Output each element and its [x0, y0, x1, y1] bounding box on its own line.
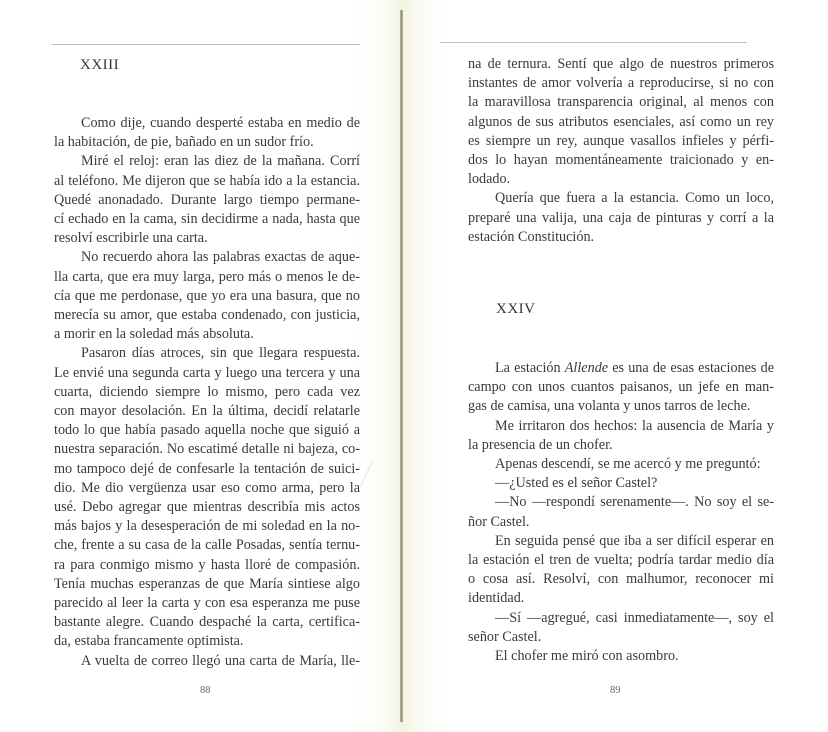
text-line: na de ternura. Sentí que algo de nuestros primeros: [468, 56, 774, 72]
text-line: nuestra separación. No escatimé detalle ni bajeza, co-: [54, 441, 360, 458]
text-line: gas de camisa, una volanta y unos tarros de leche.: [468, 398, 751, 415]
text-line: la maravillosa transparencia original, al menos con: [468, 94, 774, 111]
text-line: la habitación, de pie, bañado en un sudor frío.: [54, 134, 314, 151]
text-line: Quería que fuera a la estancia. Como un loco,: [495, 190, 774, 207]
left-page: [0, 0, 402, 732]
text-line: la estación el tren de vuelta; podría tardar medio día: [468, 552, 774, 569]
text-line: señor Castel.: [468, 628, 542, 645]
text-line: cuarta, diciendo siempre lo mismo, pero cada vez: [54, 383, 360, 400]
body-text: [54, 114, 360, 671]
text-line: cí echado en la cama, sin decidirme a nada, hasta que: [54, 211, 360, 228]
text-line: al teléfono. Me dijeron que se había ido a la estancia.: [54, 172, 360, 189]
chapter-heading: XXIII: [80, 57, 120, 73]
text-line: La estación Allende es una de esas estaciones de: [495, 360, 774, 376]
text-line: ra para conmigo mismo y hasta lloré de compasión.: [54, 556, 360, 573]
text-line: identidad.: [468, 590, 525, 607]
text-line: algunos de sus atributos esenciales, así como un rey: [468, 113, 774, 130]
text-line: todo lo que había pasado aquella noche que siguió a: [54, 422, 360, 439]
text-line: En seguida pensé que iba a ser difícil esperar en: [495, 532, 774, 549]
text-line: a morir en la soledad más absoluta.: [54, 326, 254, 343]
text-line: Apenas descendí, se me acercó y me preguntó:: [495, 456, 761, 473]
text-line: usé. Debo agregar que mientras describía mis actos: [54, 499, 360, 516]
text-line: preparé una valija, una caja de pinturas y corrí a la: [468, 209, 774, 226]
text-line: ñor Castel.: [468, 513, 530, 530]
text-line: Como dije, cuando desperté estaba en medio de: [81, 115, 360, 131]
text-line: Me irritaron dos hechos: la ausencia de María y: [495, 417, 774, 434]
text-line: la presencia de un chofer.: [468, 436, 613, 453]
text-line: es siempre un rey, aunque vasallos infieles y pérfi-: [468, 132, 774, 149]
text-line: A vuelta de correo llegó una carta de María, lle-: [81, 652, 360, 669]
text-line: Quedé anonadado. Durante largo tiempo permane-: [54, 191, 360, 208]
text-line: con mayor desolación. En la última, decidí relatarle: [54, 403, 360, 420]
text-line: dos lo hayan momentáneamente traicionado y en-: [468, 152, 774, 169]
header-rule: [52, 44, 360, 45]
text-line: che, frente a su casa de la calle Posadas, sentía ternu-: [54, 537, 360, 554]
right-page: [402, 0, 828, 732]
page-number: 89: [610, 685, 621, 696]
text-line: merecía su amor, que estaba condenado, con justicia,: [54, 307, 360, 324]
text-line: parecido al leer la carta y con esa esperanza me puse: [54, 595, 360, 612]
text-line: estación Constitución.: [468, 228, 595, 245]
text-line: lodado.: [468, 171, 511, 188]
text-line: bastante alegre. Cuando despaché la carta, certifica-: [54, 614, 360, 631]
text-line: Pasaron días atroces, sin que llegara respuesta.: [81, 345, 360, 362]
text-line: No recuerdo ahora las palabras exactas de aque-: [81, 249, 360, 266]
text-line: más bajos y la desesperación de mi soledad en la no-: [54, 518, 360, 535]
chapter-heading: XXIV: [496, 301, 536, 317]
text-line: campo con unos cuantos paisanos, un jefe en man-: [468, 379, 774, 396]
header-rule: [440, 42, 747, 43]
body-text-continued: [468, 55, 774, 247]
text-line: dio. Me dio vergüenza usar eso como arma, pero la: [54, 479, 360, 496]
text-line: Tenía muchas esperanzas de que María sintiese algo: [54, 575, 360, 592]
text-line: da, estaba francamente optimista.: [54, 633, 244, 650]
text-line: —No —respondí serenamente—. No soy el se-: [495, 494, 774, 511]
text-line: instantes de amor volvería a reproducirse, si no con: [468, 75, 774, 92]
text-line: lla carta, que era muy larga, pero más o menos le de-: [54, 268, 360, 285]
text-line: resolví escribirle una carta.: [54, 230, 208, 247]
book-spine: [400, 10, 403, 722]
text-line: mo tampoco dejé de confesarle la tentación de suici-: [54, 460, 360, 477]
text-line: —¿Usted es el señor Castel?: [495, 475, 658, 492]
text-line: Miré el reloj: eran las diez de la mañana. Corrí: [81, 153, 360, 170]
body-text: [468, 359, 774, 666]
pencil-mark: [360, 461, 373, 487]
text-line: —Sí —agregué, casi inmediatamente—, soy el: [495, 609, 774, 626]
text-line: o cosa así. Resolví, con malhumor, reconocer mi: [468, 571, 774, 588]
page-number: 88: [200, 685, 211, 696]
text-line: cía que me perdonase, que yo era una basura, que no: [54, 287, 360, 304]
italic-place-name: Allende: [564, 360, 609, 376]
text-line: Le envié una segunda carta y luego una tercera y una: [54, 364, 360, 381]
text-line: El chofer me miró con asombro.: [495, 648, 679, 665]
